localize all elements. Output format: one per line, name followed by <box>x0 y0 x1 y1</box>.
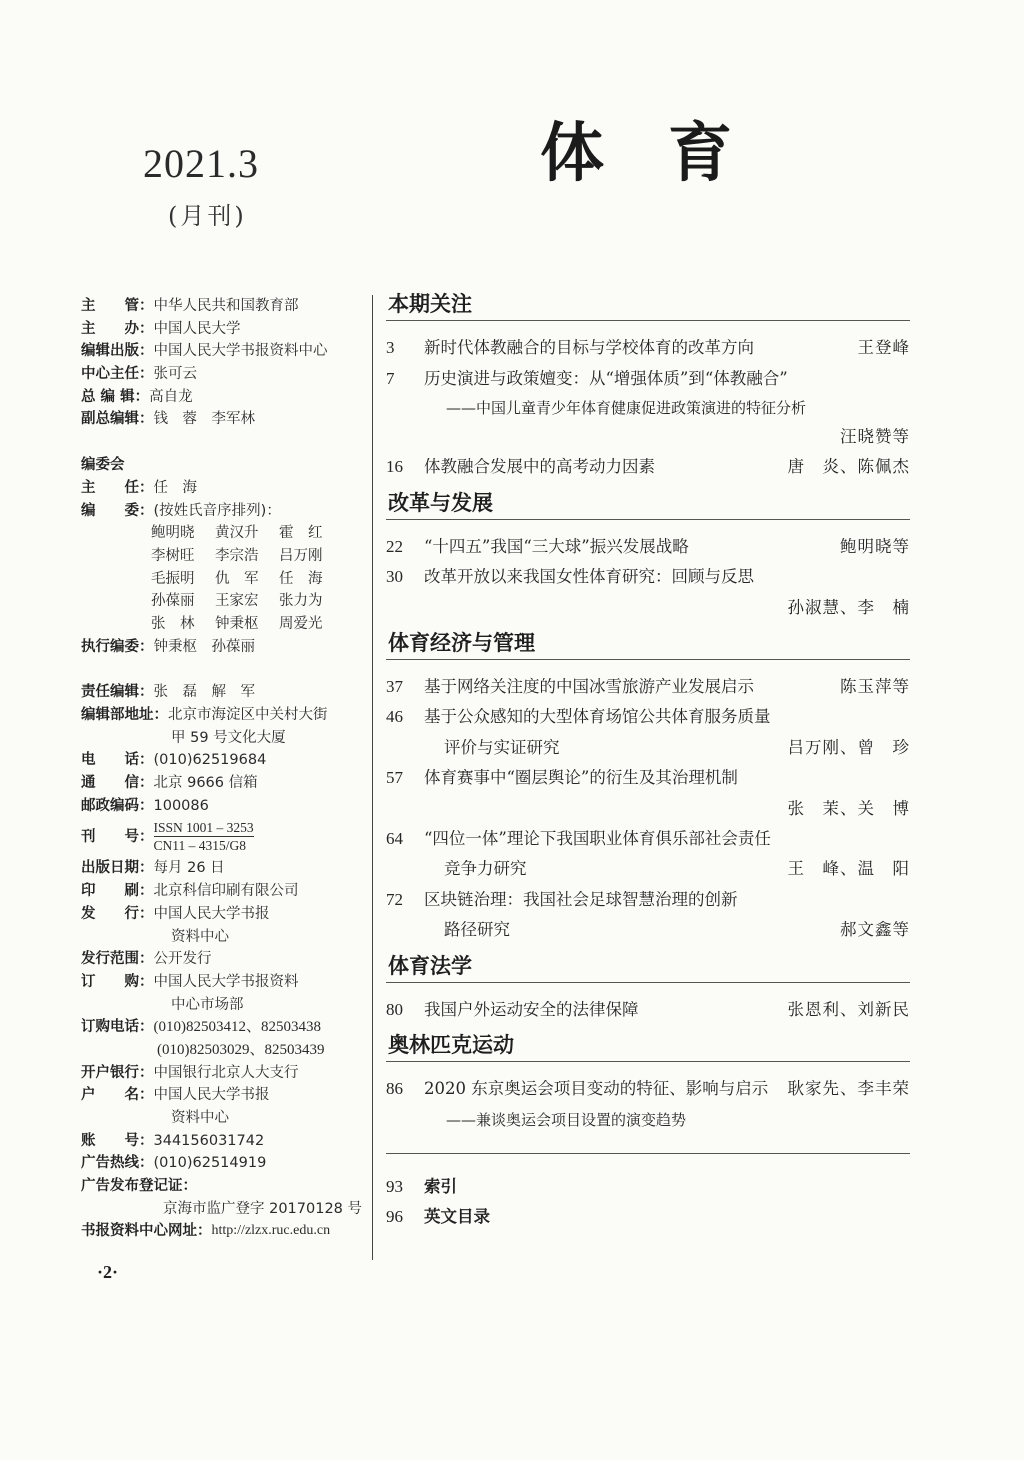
toc-article-title: 历史演进与政策嬗变：从“增强体质”到“体教融合” <box>424 368 788 388</box>
masthead-label: 账 号： <box>81 1132 154 1149</box>
toc-bottom-rule <box>386 1153 910 1154</box>
journal-title: 体育 <box>540 116 796 191</box>
masthead-value: 北京科信印刷有限公司 <box>153 883 299 900</box>
masthead-row <box>81 772 371 795</box>
section-heading: 体育经济与管理 <box>388 630 535 655</box>
masthead-label: 书报资料中心网址： <box>81 1223 212 1240</box>
toc-entry <box>386 824 910 855</box>
masthead-label: 出版日期： <box>81 860 154 877</box>
masthead-label: 通 信： <box>81 775 154 792</box>
masthead-row <box>81 340 371 363</box>
toc-subtitle: ——中国儿童青少年体育健康促进政策演进的特征分析 <box>446 399 807 417</box>
toc-article-title: 基于网络关注度的中国冰雪旅游产业发展启示 <box>424 676 754 696</box>
toc-title-continued <box>386 915 910 946</box>
toc-index-entry <box>386 1172 910 1202</box>
toc-page-number: 22 <box>386 536 403 556</box>
toc-article-title: 我国户外运动安全的法律保障 <box>424 999 639 1019</box>
masthead-label: 订购电话： <box>81 1019 154 1036</box>
masthead-value: 北京市海淀区中关村大街 <box>168 707 328 723</box>
masthead-label: 刊 号： <box>81 829 154 846</box>
column-divider <box>372 295 373 1260</box>
committee-member: 李宗浩 <box>215 547 259 564</box>
committee-member-row <box>81 568 371 591</box>
masthead-value: (010)82503412、82503438 <box>153 1019 321 1036</box>
masthead-value: (010)62514919 <box>153 1155 267 1172</box>
masthead-value: 张 磊 解 军 <box>153 684 255 701</box>
masthead-label: 中心主任： <box>81 366 154 383</box>
section-rule <box>386 320 910 321</box>
masthead-row <box>81 1062 371 1085</box>
masthead-value: (010)62519684 <box>153 752 267 769</box>
masthead-row <box>81 948 371 971</box>
cn-number: CN11 – 4315/G8 <box>153 838 247 854</box>
masthead-label: 副总编辑： <box>81 411 154 428</box>
masthead-label: 主 管： <box>81 298 154 314</box>
masthead-row <box>81 857 371 880</box>
toc-article-title-cont: 竞争力研究 <box>444 859 527 878</box>
toc-article-title: 改革开放以来我国女性体育研究：回顾与反思 <box>424 567 754 586</box>
section-heading: 奥林匹克运动 <box>388 1033 514 1057</box>
committee-member: 鲍明晓 <box>151 525 195 542</box>
toc-page-number: 30 <box>386 567 403 586</box>
toc-article-title: 新时代体教融合的目标与学校体育的改革方向 <box>424 338 754 357</box>
masthead-row <box>81 681 371 704</box>
masthead-value: 任 海 <box>153 479 197 496</box>
masthead-label: 责任编辑： <box>81 684 154 701</box>
masthead-value: 公开发行 <box>153 951 212 968</box>
masthead-label: 开户银行： <box>81 1064 154 1081</box>
masthead-value: 甲 59 号文化大厦 <box>171 729 286 746</box>
committee-member-row <box>81 613 371 636</box>
toc-article-title: “十四五”我国“三大球”振兴发展战略 <box>424 536 689 556</box>
masthead-value: 高自龙 <box>149 388 193 405</box>
masthead-row <box>81 386 371 409</box>
toc-article-title-cont: 路径研究 <box>444 920 510 939</box>
committee-title: 编委会 <box>81 457 125 474</box>
masthead-value: 中国银行北京人大支行 <box>153 1064 299 1081</box>
committee-member-row <box>81 545 371 568</box>
toc-entry <box>386 995 910 1026</box>
page-number: ·2· <box>97 1262 119 1282</box>
masthead-label: 发行范围： <box>81 951 154 968</box>
committee-member: 周爱光 <box>279 615 323 632</box>
masthead-value: 资料中心 <box>171 928 229 945</box>
toc-author: 唐 炎、陈佩杰 <box>787 457 910 476</box>
toc-page-number: 7 <box>386 368 395 388</box>
masthead-row <box>81 1152 371 1175</box>
section-rule <box>386 1061 910 1062</box>
masthead-label: 广告发布登记证： <box>81 1178 197 1195</box>
masthead-label: 总 编 辑： <box>81 388 150 405</box>
masthead-row <box>81 704 371 727</box>
masthead-value: 京海市监广登字 20170128 号 <box>163 1200 363 1217</box>
toc-author: 陈玉萍等 <box>840 676 910 696</box>
section-rule <box>386 519 910 520</box>
toc-author: 孙淑慧、李 楠 <box>787 597 910 617</box>
section-rule <box>386 982 910 983</box>
masthead-row <box>81 971 371 994</box>
masthead-value: 中国人民大学书报 <box>153 1087 270 1104</box>
masthead-value: 100086 <box>153 797 209 814</box>
committee-member-row <box>81 590 371 613</box>
toc-article-title-cont: 评价与实证研究 <box>444 737 560 757</box>
issue-number: 2021.3 <box>143 141 259 186</box>
toc-subtitle: ——兼谈奥运会项目设置的演变趋势 <box>446 1110 687 1129</box>
issn: ISSN 1001 – 3253 <box>153 820 254 836</box>
toc-page-number: 46 <box>386 707 403 726</box>
masthead-value: 中心市场部 <box>171 996 244 1013</box>
committee-member-row <box>81 522 371 545</box>
toc-author: 王登峰 <box>857 338 910 357</box>
masthead-row <box>81 1084 371 1107</box>
masthead-value: 中国人民大学书报资料 <box>153 973 299 990</box>
masthead-value: 中华人民共和国教育部 <box>153 298 299 314</box>
toc-article-title: 体育赛事中“圈层舆论”的衍生及其治理机制 <box>424 768 738 787</box>
toc-page-number: 16 <box>386 457 403 476</box>
masthead <box>81 295 371 1243</box>
toc-article-title: “四位一体”理论下我国职业体育俱乐部社会责任 <box>424 828 771 848</box>
masthead-value: 资料中心 <box>171 1110 229 1126</box>
toc-index-label: 英文目录 <box>424 1207 490 1226</box>
toc-index-entry <box>386 1202 910 1232</box>
masthead-row <box>81 749 371 772</box>
committee-member: 吕万刚 <box>279 547 323 564</box>
toc-article-title: 2020 东京奥运会项目变动的特征、影响与启示 <box>424 1079 769 1098</box>
toc-entry <box>386 1074 910 1105</box>
committee-member: 张 林 <box>151 615 195 632</box>
toc-page-number: 80 <box>386 999 403 1019</box>
toc-page-number: 3 <box>386 338 395 357</box>
toc-entry <box>386 885 910 916</box>
section-spacer <box>386 1135 910 1139</box>
committee-member: 张力为 <box>279 593 323 610</box>
toc-page-number: 96 <box>386 1207 403 1226</box>
section-rule <box>386 659 910 660</box>
committee-member: 钟秉枢 <box>215 615 259 632</box>
committee-member: 毛振明 <box>151 570 195 587</box>
masthead-row <box>81 408 371 431</box>
masthead-label: 编辑部地址： <box>81 707 168 723</box>
toc-entry-subtitle-row <box>386 1105 910 1136</box>
section-heading: 改革与发展 <box>388 490 493 515</box>
masthead-value: 中国人民大学 <box>153 320 241 337</box>
toc-page-number: 72 <box>386 889 403 909</box>
website-url: http://zlzx.ruc.edu.cn <box>211 1223 331 1239</box>
toc-title-continued <box>386 854 910 885</box>
masthead-value: (按姓氏音序排列)： <box>153 502 281 519</box>
masthead-label: 编 委： <box>81 502 154 519</box>
toc-entry <box>386 763 910 794</box>
masthead-label: 户 名： <box>81 1087 154 1104</box>
toc-page-number: 37 <box>386 676 403 696</box>
toc-entry <box>386 452 910 483</box>
toc-entry <box>386 364 910 395</box>
masthead-value: 每月 26 日 <box>153 860 225 877</box>
masthead-label: 印 刷： <box>81 883 154 900</box>
issn-block <box>154 817 254 857</box>
masthead-value: (010)82503029、82503439 <box>157 1041 325 1058</box>
table-of-contents <box>386 288 910 1232</box>
committee-member: 王家宏 <box>215 593 259 610</box>
toc-entry <box>386 562 910 593</box>
masthead-value: 中国人民大学书报 <box>153 905 270 922</box>
toc-author: 王 峰、温 阳 <box>787 859 910 878</box>
masthead-label: 广告热线： <box>81 1155 154 1172</box>
masthead-label: 订 购： <box>81 973 154 990</box>
committee-member: 仇 军 <box>215 570 259 587</box>
toc-author: 汪晓赞等 <box>840 427 910 446</box>
masthead-label: 主 任： <box>81 479 154 496</box>
section-heading: 体育法学 <box>388 953 472 978</box>
masthead-value: 张可云 <box>153 366 197 383</box>
masthead-label: 编辑出版： <box>81 343 154 360</box>
toc-entry <box>386 672 910 703</box>
committee-member: 李树旺 <box>151 547 195 564</box>
committee-member: 黄汉升 <box>215 525 259 542</box>
toc-page-number: 93 <box>386 1177 403 1196</box>
toc-index-label: 索引 <box>424 1177 457 1196</box>
toc-entry <box>386 532 910 563</box>
toc-article-title: 区块链治理：我国社会足球智慧治理的创新 <box>424 889 738 909</box>
masthead-value: 中国人民大学书报资料中心 <box>153 343 328 360</box>
toc-page-number: 64 <box>386 828 403 848</box>
masthead-row <box>81 1130 371 1153</box>
toc-page-number: 57 <box>386 768 403 787</box>
masthead-value: 北京 9666 信箱 <box>153 775 258 792</box>
toc-entry <box>386 702 910 733</box>
masthead-row <box>81 795 371 818</box>
masthead-label: 邮政编码： <box>81 797 154 814</box>
masthead-value: 钟秉枢 孙葆丽 <box>153 638 255 655</box>
committee-member: 霍 红 <box>279 525 323 542</box>
masthead-row <box>81 880 371 903</box>
toc-article-title: 基于公众感知的大型体育场馆公共体育服务质量 <box>424 707 771 726</box>
masthead-row <box>81 318 371 341</box>
toc-title-continued <box>386 733 910 764</box>
masthead-label: 执行编委： <box>81 638 154 655</box>
masthead-value: 344156031742 <box>153 1132 265 1149</box>
toc-author: 鲍明晓等 <box>840 536 910 556</box>
toc-author: 张恩利、刘新民 <box>787 999 910 1019</box>
masthead-label: 发 行： <box>81 905 154 922</box>
masthead-row <box>81 295 371 318</box>
toc-page-number: 86 <box>386 1079 403 1098</box>
toc-author: 张 茉、关 博 <box>787 798 910 818</box>
toc-author: 郝文鑫等 <box>840 920 910 939</box>
publication-frequency: (月刊) <box>168 202 247 230</box>
masthead-row <box>81 363 371 386</box>
committee-member: 孙葆丽 <box>151 593 195 610</box>
masthead-row <box>81 903 371 926</box>
toc-article-title: 体教融合发展中的高考动力因素 <box>424 457 655 476</box>
toc-author: 耿家先、李丰荣 <box>787 1079 910 1098</box>
toc-author: 吕万刚、曾 珍 <box>787 737 910 757</box>
masthead-value: 钱 蓉 李军林 <box>153 411 255 428</box>
masthead-label: 电 话： <box>81 752 154 769</box>
section-heading: 本期关注 <box>388 292 472 316</box>
masthead-label: 主 办： <box>81 320 154 337</box>
committee-member: 任 海 <box>279 570 323 587</box>
toc-entry <box>386 333 910 364</box>
